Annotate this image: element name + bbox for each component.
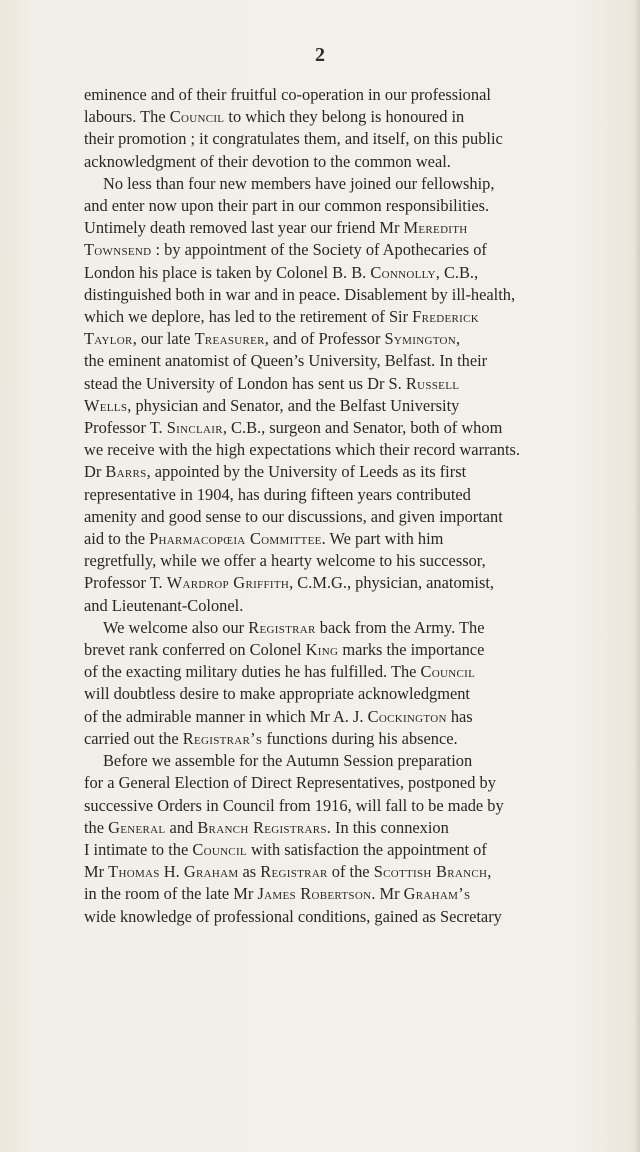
text-line [84,417,624,439]
small-caps-name: Taylor [84,329,133,349]
text-run: has [446,706,473,726]
page-number: 2 [315,44,325,66]
text-run: , and of Professor [264,329,385,349]
text-line [84,195,624,217]
text-line [84,795,624,817]
text-line [84,550,624,572]
text-run: , appointed by the University of Leeds as its first [146,462,467,482]
page-edge-shadow [634,0,640,1152]
small-caps-name: Symington [384,329,457,349]
small-caps-name: Russell [405,373,460,393]
text-run: : by appointment of the Society of Apothecaries of [151,240,487,260]
small-caps-name: Registrar [260,862,328,882]
small-caps-name: Scottish Branch [373,862,488,882]
text-run: Professor T. [84,573,167,593]
small-caps-name: King [305,640,339,660]
small-caps-name: Sinclair [166,418,223,438]
text-run: No less than four new members have joined our fellowship, [103,173,495,193]
small-caps-name: Council [420,662,476,682]
small-caps-name: Graham’s [403,884,471,904]
text-run: marks the importance [338,640,485,660]
small-caps-name: Treasurer [194,329,265,349]
text-line [84,906,624,928]
text-line [84,217,624,239]
small-caps-name: Barrs [105,462,147,482]
text-run: the eminent anatomist of Queen’s University, Belfast. In their [84,351,488,371]
small-caps-name: Pharmacopœia Committee [149,529,322,549]
text-run: , C.M.G., physician, anatomist, [289,573,494,593]
small-caps-name: Cockington [367,706,447,726]
text-run: with satisfaction the appointment of [246,839,487,859]
text-run: Mr [84,862,109,882]
text-line [84,661,624,683]
text-run: . Mr [371,884,404,904]
text-run: , [487,862,492,882]
text-line [84,373,624,395]
small-caps-name: Townsend [84,240,152,260]
small-caps-name: Connolly [370,262,436,282]
text-run: , C.B., [435,262,479,282]
text-run: . We part with him [321,529,444,549]
text-line [84,706,624,728]
small-caps-name: Meredith [403,218,468,238]
small-caps-name: Thomas [108,862,160,882]
text-line [84,239,624,261]
text-run: Professor T. [84,418,167,438]
text-run: I intimate to the [84,839,193,859]
text-line [84,750,624,772]
small-caps-name: Registrar’s [182,728,263,748]
small-caps-name: Branch Registrars [197,817,327,837]
text-line [84,572,624,594]
small-caps-name: Frederick [412,307,479,327]
text-line [84,461,624,483]
text-run: aid to the [84,529,150,549]
small-caps-name: General [108,817,166,837]
text-run: and enter now upon their part in our common responsibilities. [84,196,490,216]
text-run: will doubtless desire to make appropriate acknowledgment [84,684,470,704]
text-line [84,639,624,661]
text-line [84,395,624,417]
text-line [84,683,624,705]
text-run: eminence and of their fruitful co-operation in our professional [84,85,491,104]
small-caps-name: Graham [183,862,239,882]
text-run: distinguished both in war and in peace. Disablement by ill-health, [84,284,516,304]
text-run: We welcome also our [103,617,249,637]
text-run: wide knowledge of professional conditions, gained as Secretary [84,906,502,926]
text-line [84,617,624,639]
text-line [84,328,624,350]
text-run: acknowledgment of their devotion to the common weal. [84,151,451,171]
small-caps-name: James Robertson [257,884,372,904]
text-run: of the exacting military duties he has fulfilled. The [84,662,421,682]
text-run: , our late [132,329,195,349]
text-run: regretfully, while we offer a hearty welcome to his successor, [84,551,486,571]
text-line [84,595,624,617]
text-run: labours. The [84,107,170,127]
text-line [84,106,624,128]
text-line [84,350,624,372]
text-line [84,484,624,506]
text-line [84,506,624,528]
text-line [84,262,624,284]
text-run: functions during his absence. [262,728,458,748]
text-run: Dr [84,462,106,482]
text-line [84,817,624,839]
text-run: back from the Army. The [315,617,485,637]
text-run: Untimely death removed last year our friend Mr [84,218,404,238]
small-caps-name: Wardrop Griffith [166,573,290,593]
text-run: , [456,329,461,349]
text-run: brevet rank conferred on Colonel [84,640,306,660]
text-run: Before we assemble for the Autumn Session preparation [103,751,473,771]
text-line [84,772,624,794]
text-run: . In this connexion [326,817,449,837]
small-caps-name: Wells [84,395,128,415]
text-line [84,861,624,883]
text-line [84,528,624,550]
text-run: which we deplore, has led to the retirement of Sir [84,307,413,327]
text-run: and Lieutenant-Colonel. [84,595,244,615]
text-line [84,151,624,173]
body-text [84,84,624,928]
text-run: for a General Election of Direct Representatives, postponed by [84,773,496,793]
text-line [84,728,624,750]
text-run: of the admirable manner in which Mr A. J. [84,706,368,726]
text-line [84,883,624,905]
text-run: the [84,817,109,837]
text-run: in the room of the late Mr [84,884,258,904]
small-caps-name: Council [192,839,247,859]
text-run: amenity and good sense to our discussions, and given important [84,506,503,526]
text-line [84,284,624,306]
text-run: , C.B., surgeon and Senator, both of whom [222,418,503,438]
text-run: , physician and Senator, and the Belfast University [127,395,460,415]
text-run: stead the University of London has sent us Dr S. [84,373,406,393]
text-run: London his place is taken by Colonel B. B. [84,262,371,282]
text-run: to which they belong is honoured in [224,107,465,127]
text-run: representative in 1904, has during fifteen years contributed [84,484,471,504]
small-caps-name: Registrar [248,617,316,637]
text-line [84,84,624,106]
text-run: H. [159,862,184,882]
small-caps-name: Council [169,107,225,127]
text-run: we receive with the high expectations which their record warrants. [84,440,521,460]
text-run: as [238,862,261,882]
text-line [84,439,624,461]
text-run: carried out the [84,728,183,748]
text-line [84,173,624,195]
text-line [84,128,624,150]
text-line [84,839,624,861]
text-line [84,306,624,328]
text-run: their promotion ; it congratulates them, and itself, on this public [84,129,503,149]
text-run: successive Orders in Council from 1916, will fall to be made by [84,795,504,815]
text-run: and [165,817,198,837]
text-run: of the [327,862,374,882]
